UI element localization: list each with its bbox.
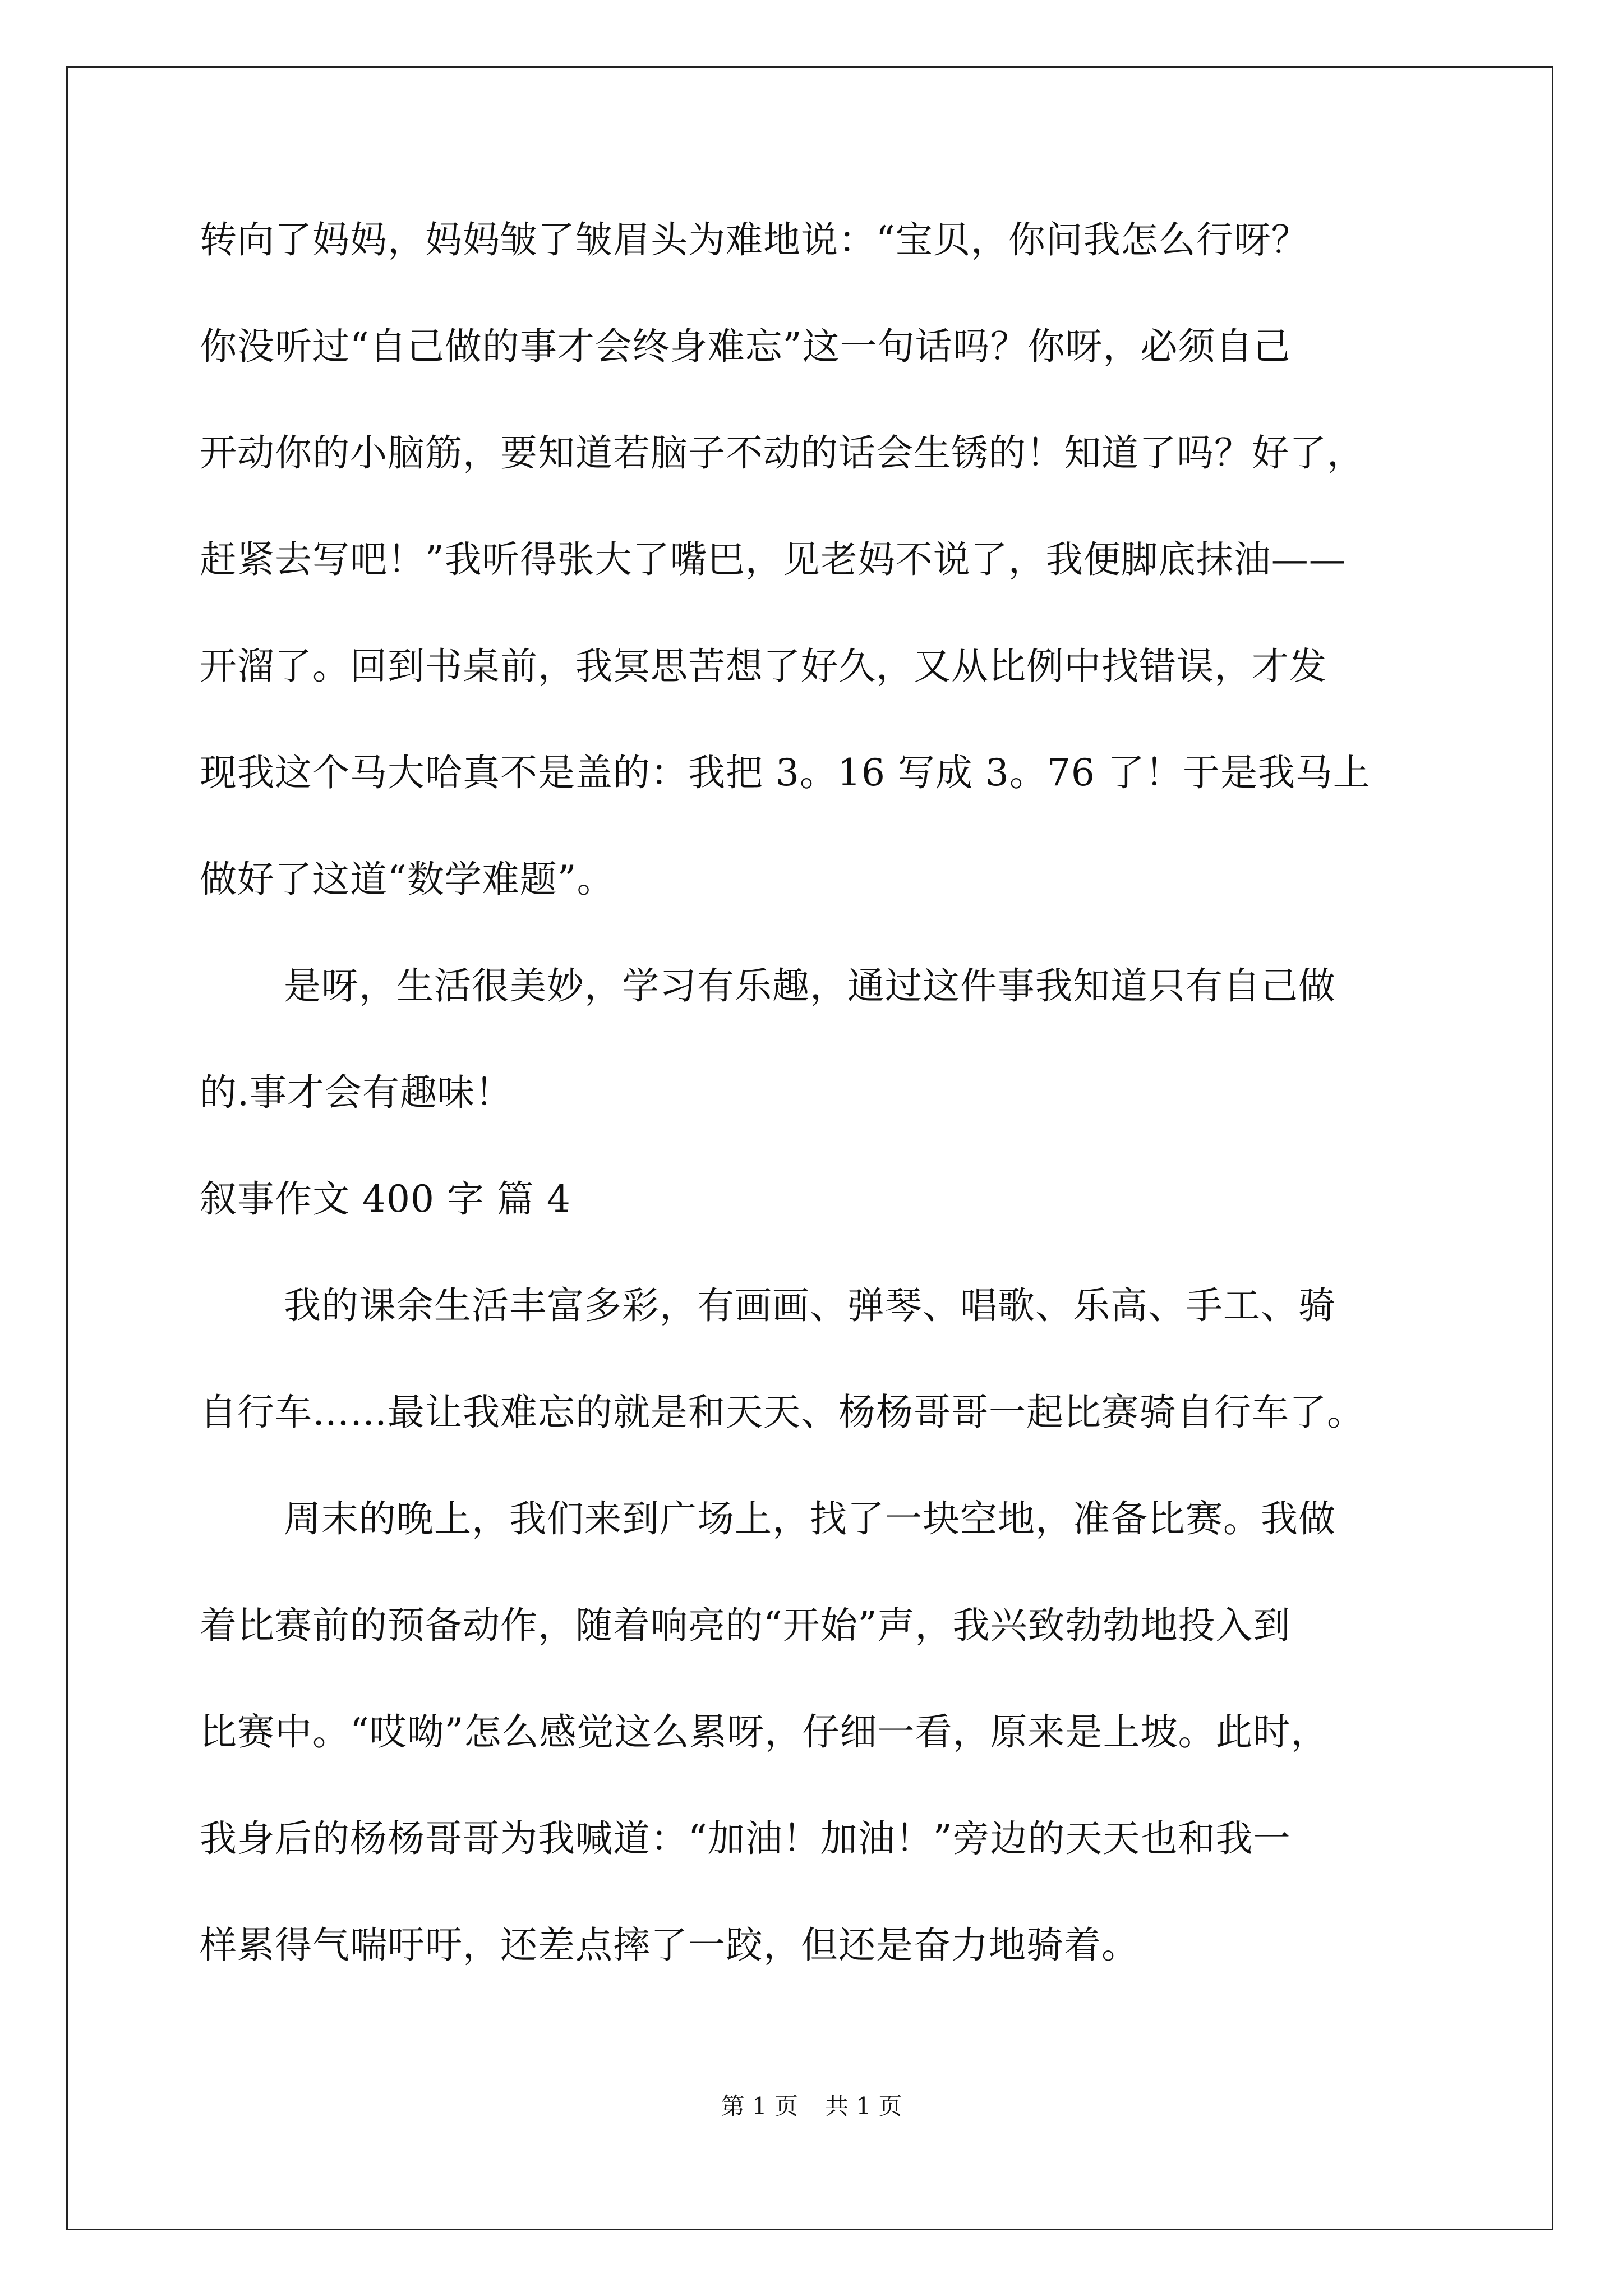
text-line: 比赛中。“哎呦”怎么感觉这么累呀，仔细一看，原来是上坡。此时， bbox=[200, 1710, 1329, 1754]
text-line: 你没听过“自己做的事才会终身难忘”这一句话吗？你呀，必须自己 bbox=[200, 325, 1291, 368]
section-heading: 叙事作文 400 字 篇 4 bbox=[200, 1177, 571, 1221]
text-line: 赶紧去写吧！”我听得张大了嘴巴，见老妈不说了，我便脚底抹油—— bbox=[200, 538, 1347, 581]
text-line: 的.事才会有趣味！ bbox=[200, 1071, 513, 1114]
text-line: 转向了妈妈，妈妈皱了皱眉头为难地说：“宝贝，你问我怎么行呀？ bbox=[200, 218, 1309, 261]
text-line: 样累得气喘吁吁，还差点摔了一跤，但还是奋力地骑着。 bbox=[200, 1924, 1139, 1967]
page-total: 共 1 页 bbox=[825, 2092, 902, 2120]
text-line: 开动你的小脑筋，要知道若脑子不动的话会生锈的！知道了吗？好了， bbox=[200, 431, 1364, 475]
paragraph-first-line: 周末的晚上，我们来到广场上，找了一块空地，准备比赛。我做 bbox=[284, 1497, 1336, 1540]
page-footer bbox=[0, 2088, 1623, 2122]
paragraph-first-line: 我的课余生活丰富多彩，有画画、弹琴、唱歌、乐高、手工、骑 bbox=[284, 1284, 1336, 1327]
paragraph-first-line: 是呀，生活很美妙，学习有乐趣，通过这件事我知道只有自己做 bbox=[284, 964, 1336, 1007]
page-number: 第 1 页 bbox=[721, 2092, 798, 2120]
text-line: 开溜了。回到书桌前，我冥思苦想了好久，又从比例中找错误，才发 bbox=[200, 645, 1327, 688]
text-line: 着比赛前的预备动作，随着响亮的“开始”声，我兴致勃勃地投入到 bbox=[200, 1604, 1291, 1647]
text-line: 现我这个马大哈真不是盖的：我把 3。16 写成 3。76 了！于是我马上 bbox=[200, 751, 1371, 794]
document-body bbox=[200, 219, 1456, 2031]
text-line: 我身后的杨杨哥哥为我喊道：“加油！加油！”旁边的天天也和我一 bbox=[200, 1817, 1291, 1860]
text-line: 自行车……最让我难忘的就是和天天、杨杨哥哥一起比赛骑自行车了。 bbox=[200, 1391, 1364, 1434]
text-line: 做好了这道“数学难题”。 bbox=[200, 858, 615, 901]
